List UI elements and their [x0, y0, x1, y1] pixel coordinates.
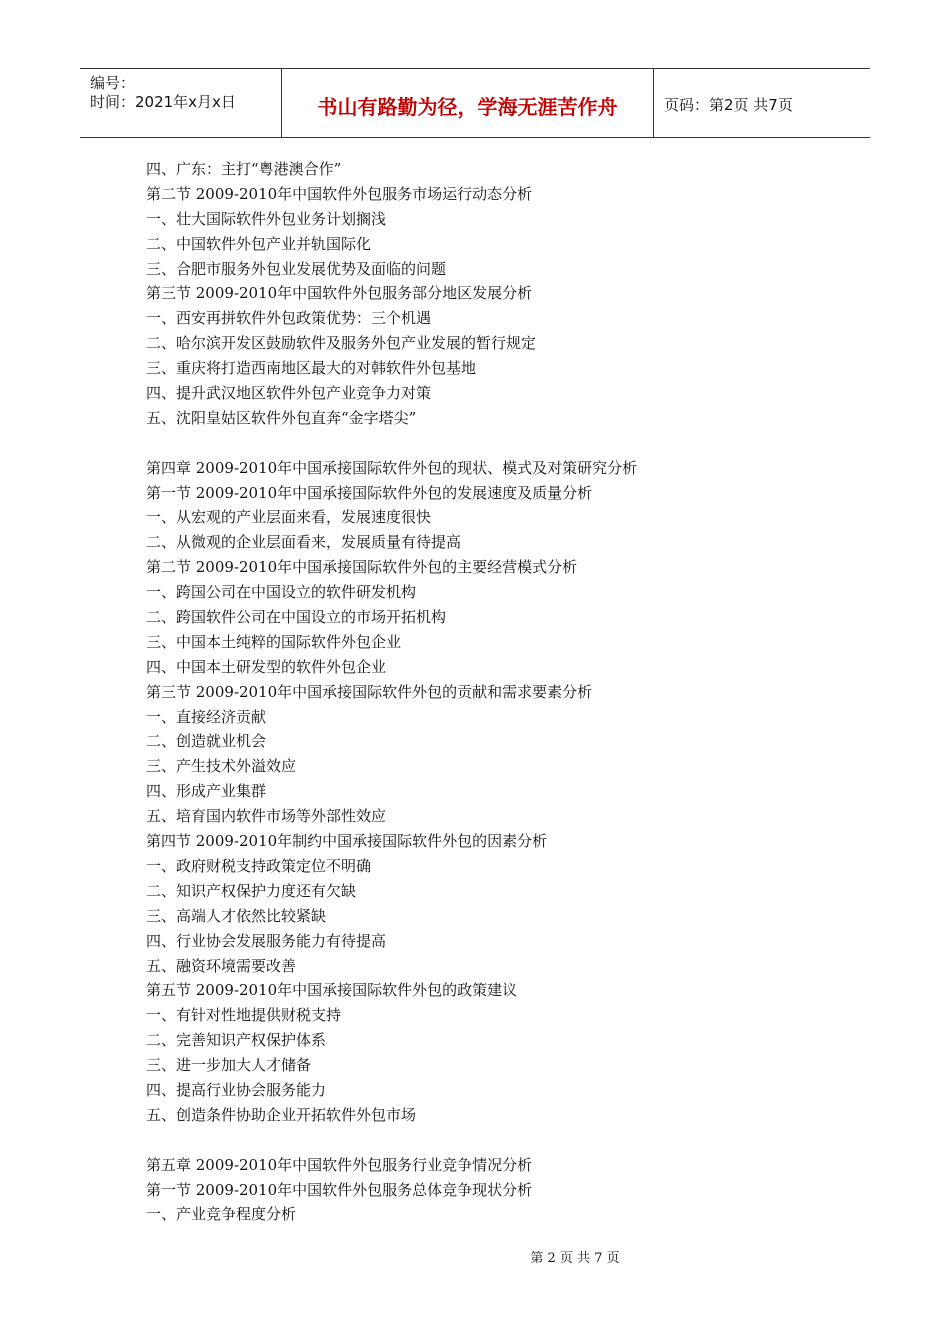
document-date-label: 时间：2021年x月x日 — [90, 93, 236, 111]
toc-line: 二、完善知识产权保护体系 — [146, 1031, 327, 1050]
toc-line: 一、直接经济贡献 — [146, 707, 267, 726]
toc-line: 一、从宏观的产业层面来看，发展速度很快 — [146, 508, 432, 527]
toc-line: 第一节 2009-2010年中国软件外包服务总体竞争现状分析 — [146, 1180, 533, 1199]
toc-line: 三、合肥市服务外包业发展优势及面临的问题 — [146, 259, 447, 278]
toc-line: 第五节 2009-2010年中国承接国际软件外包的政策建议 — [146, 981, 518, 1000]
document-number-label: 编号： — [90, 74, 136, 92]
header-meta-cell — [80, 69, 282, 137]
header-page-cell — [654, 69, 870, 137]
toc-line: 三、进一步加大人才储备 — [146, 1056, 312, 1075]
toc-line: 一、壮大国际软件外包业务计划搁浅 — [146, 209, 387, 228]
toc-line: 二、中国软件外包产业并轨国际化 — [146, 234, 372, 253]
blank-line — [146, 1128, 846, 1153]
footer-page-number: 第 2 页 共 7 页 — [530, 1251, 620, 1266]
toc-line: 三、产生技术外溢效应 — [146, 757, 297, 776]
toc-line: 五、融资环境需要改善 — [146, 956, 297, 975]
toc-line: 二、创造就业机会 — [146, 732, 267, 751]
toc-line: 第三节 2009-2010年中国软件外包服务部分地区发展分析 — [146, 284, 533, 303]
toc-line: 四、提高行业协会服务能力 — [146, 1080, 327, 1099]
header-page-info: 页码：第2页 共7页 — [664, 96, 793, 114]
toc-line: 四、广东：主打“粤港澳合作” — [146, 160, 342, 178]
header-motto-cell — [282, 69, 654, 137]
toc-line: 第二节 2009-2010年中国软件外包服务市场运行动态分析 — [146, 184, 533, 203]
toc-line: 一、政府财税支持政策定位不明确 — [146, 856, 372, 875]
toc-line: 四、行业协会发展服务能力有待提高 — [146, 931, 387, 950]
toc-line: 二、从微观的企业层面看来，发展质量有待提高 — [146, 533, 462, 552]
toc-line: 一、产业竞争程度分析 — [146, 1205, 297, 1224]
toc-line: 一、西安再拼软件外包政策优势：三个机遇 — [146, 309, 432, 328]
toc-line: 第五章 2009-2010年中国软件外包服务行业竞争情况分析 — [146, 1155, 533, 1174]
toc-line: 第二节 2009-2010年中国承接国际软件外包的主要经营模式分析 — [146, 558, 578, 577]
page-footer — [0, 1247, 950, 1266]
toc-line: 三、重庆将打造西南地区最大的对韩软件外包基地 — [146, 359, 477, 378]
page-header — [80, 68, 870, 138]
toc-line: 四、提升武汉地区软件外包产业竞争力对策 — [146, 384, 432, 403]
toc-line: 第三节 2009-2010年中国承接国际软件外包的贡献和需求要素分析 — [146, 682, 593, 701]
toc-line: 五、培育国内软件市场等外部性效应 — [146, 807, 387, 826]
header-motto: 书山有路勤为径，学海无涯苦作舟 — [317, 95, 618, 119]
toc-line: 二、哈尔滨开发区鼓励软件及服务外包产业发展的暂行规定 — [146, 334, 537, 353]
toc-line: 四、形成产业集群 — [146, 782, 267, 801]
blank-line — [146, 431, 846, 456]
toc-line: 二、跨国软件公司在中国设立的市场开拓机构 — [146, 608, 447, 627]
toc-line: 第四节 2009-2010年制约中国承接国际软件外包的因素分析 — [146, 832, 548, 851]
toc-line: 一、有针对性地提供财税支持 — [146, 1006, 342, 1025]
toc-line: 一、跨国公司在中国设立的软件研发机构 — [146, 583, 417, 602]
toc-line: 二、知识产权保护力度还有欠缺 — [146, 881, 357, 900]
toc-line: 三、中国本土纯粹的国际软件外包企业 — [146, 632, 402, 651]
table-of-contents — [146, 157, 846, 1227]
toc-line: 五、创造条件协助企业开拓软件外包市场 — [146, 1105, 417, 1124]
toc-line: 三、高端人才依然比较紧缺 — [146, 906, 327, 925]
toc-line: 第四章 2009-2010年中国承接国际软件外包的现状、模式及对策研究分析 — [146, 458, 638, 477]
toc-line: 五、沈阳皇姑区软件外包直奔“金字塔尖” — [146, 408, 417, 427]
toc-line: 四、中国本土研发型的软件外包企业 — [146, 657, 387, 676]
toc-line: 第一节 2009-2010年中国承接国际软件外包的发展速度及质量分析 — [146, 483, 593, 502]
